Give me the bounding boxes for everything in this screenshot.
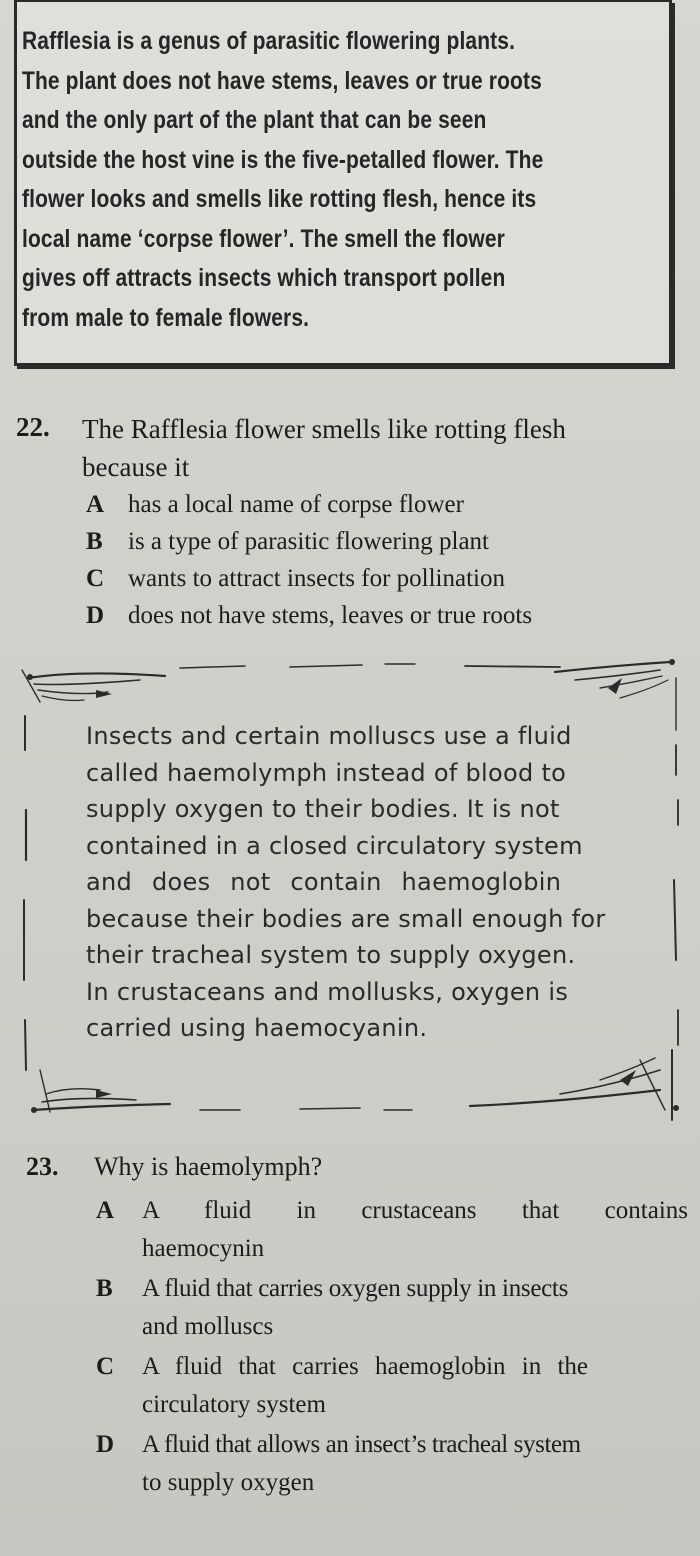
option-a[interactable] [86, 486, 686, 523]
option-text: is a type of parasitic flowering plant [128, 528, 489, 555]
question-22 [16, 410, 686, 640]
question-number: 22. [16, 412, 50, 442]
passage-line: and does not contain haemoglobin [86, 868, 562, 896]
option-text-line1: A fluid that allows an insect’s tracheal system [142, 1431, 581, 1458]
passage-line: supply oxygen to their bodies. It is not [86, 795, 560, 823]
passage-line: Rafflesia is a genus of parasitic flowering plants. [22, 27, 516, 55]
option-c[interactable] [86, 560, 686, 597]
passage-line: The plant does not have stems, leaves or true roots [22, 66, 542, 95]
option-letter: A [96, 1197, 115, 1224]
option-text-line2: haemocynin [142, 1235, 265, 1262]
option-letter: D [86, 602, 105, 629]
passage-rafflesia [22, 22, 644, 338]
passage-line: their tracheal system to supply oxygen. [86, 941, 576, 969]
option-text-line2: to supply oxygen [142, 1469, 315, 1496]
option-b[interactable] [96, 1270, 688, 1346]
question-23 [26, 1152, 690, 1542]
passage-line: and the only part of the plant that can be seen [22, 106, 487, 134]
option-a[interactable] [96, 1192, 688, 1268]
option-text-line1: A fluid in crustaceans that contains [142, 1197, 688, 1224]
passage-line: flower looks and smells like rotting flesh, hence its [22, 185, 537, 213]
option-c[interactable] [96, 1348, 688, 1424]
option-text: does not have stems, leaves or true roots [128, 602, 533, 629]
option-text: wants to attract insects for pollination [128, 565, 505, 592]
question-stem: Why is haemolymph? [94, 1152, 323, 1181]
option-letter: B [86, 528, 103, 555]
option-d[interactable] [96, 1426, 688, 1502]
passage-line: from male to female flowers. [22, 303, 310, 332]
passage-line: carried using haemocyanin. [86, 1014, 428, 1042]
option-text: has a local name of corpse flower [128, 491, 464, 518]
option-letter: B [96, 1275, 113, 1302]
passage-line: gives off attracts insects which transport pollen [22, 264, 506, 292]
option-letter: A [86, 491, 105, 518]
passage-line: Insects and certain molluscs use a fluid [86, 722, 572, 750]
passage-haemolymph [86, 718, 646, 1047]
passage-line: called haemolymph instead of blood to [86, 758, 567, 787]
option-b[interactable] [86, 523, 686, 560]
option-letter: C [96, 1353, 115, 1380]
passage-line: because their bodies are small enough for [86, 904, 606, 933]
option-text-line2: circulatory system [142, 1391, 326, 1418]
stem-line: because it [82, 452, 190, 482]
option-text-line2: and molluscs [142, 1313, 274, 1340]
passage-line: contained in a closed circulatory system [86, 831, 583, 860]
option-letter: D [96, 1431, 115, 1458]
passage-line: local name ‘corpse flower’. The smell the flower [22, 224, 505, 253]
option-d[interactable] [86, 597, 686, 634]
passage-line: In crustaceans and mollusks, oxygen is [86, 977, 569, 1006]
option-text-line1: A fluid that carries oxygen supply in insects [142, 1275, 569, 1302]
passage-line: outside the host vine is the five-petalled flower. The [22, 145, 544, 174]
stem-line: The Rafflesia flower smells like rotting flesh [82, 414, 566, 444]
option-text-line1: A fluid that carries haemoglobin in the [142, 1353, 589, 1380]
question-stem [82, 410, 566, 486]
question-number: 23. [26, 1152, 59, 1181]
option-letter: C [86, 565, 105, 592]
